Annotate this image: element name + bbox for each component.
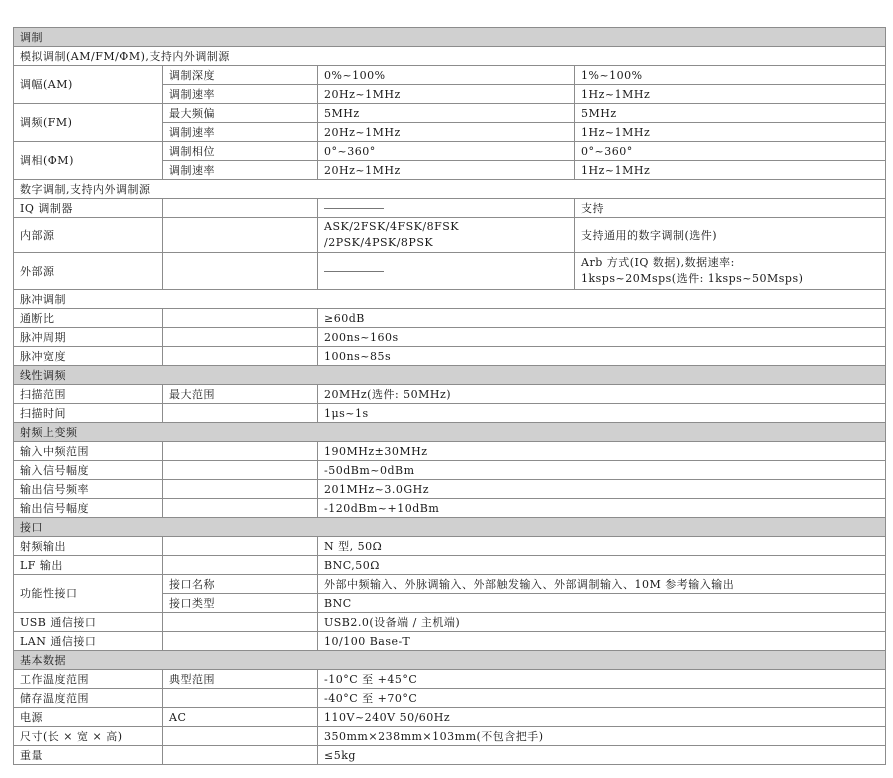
param-cell: 调制速率	[163, 161, 318, 180]
row-label: 尺寸(长 × 宽 × 高)	[14, 727, 163, 746]
subsection-digital	[14, 180, 886, 199]
empty-cell	[163, 499, 318, 518]
value-cell: 0°~360°	[575, 142, 886, 161]
table-row	[14, 66, 886, 85]
table-row	[14, 746, 886, 765]
table-row	[14, 499, 886, 518]
table-row	[14, 218, 886, 253]
param-cell: 典型范围	[163, 670, 318, 689]
value-cell: ≤5kg	[318, 746, 886, 765]
row-label: 脉冲周期	[14, 328, 163, 347]
empty-cell	[163, 442, 318, 461]
value-cell: 10/100 Base-T	[318, 632, 886, 651]
value-cell: 20Hz~1MHz	[318, 123, 575, 142]
value-line: 1ksps~20Msps(选件: 1ksps~50Msps)	[581, 272, 804, 285]
row-label: 输出信号幅度	[14, 499, 163, 518]
param-cell: 调制速率	[163, 123, 318, 142]
param-cell: 接口类型	[163, 594, 318, 613]
row-label: 扫描时间	[14, 404, 163, 423]
value-cell: 1Hz~1MHz	[575, 161, 886, 180]
spec-table	[13, 27, 886, 765]
empty-cell	[163, 537, 318, 556]
param-cell: 最大频偏	[163, 104, 318, 123]
row-label: 重量	[14, 746, 163, 765]
value-cell: 5MHz	[318, 104, 575, 123]
row-label: 电源	[14, 708, 163, 727]
empty-cell	[163, 218, 318, 253]
empty-cell	[163, 746, 318, 765]
section-header-interface	[14, 518, 886, 537]
section-header-upconversion	[14, 423, 886, 442]
value-cell: -50dBm~0dBm	[318, 461, 886, 480]
value-line: /2PSK/4PSK/8PSK	[324, 236, 434, 249]
param-cell: AC	[163, 708, 318, 727]
row-label: 功能性接口	[14, 575, 163, 613]
table-row	[14, 689, 886, 708]
value-cell: -120dBm~+10dBm	[318, 499, 886, 518]
row-label: 扫描范围	[14, 385, 163, 404]
section-title: 基本数据	[14, 651, 886, 670]
table-row	[14, 404, 886, 423]
value-cell: 5MHz	[575, 104, 886, 123]
value-line: Arb 方式(IQ 数据),数据速率:	[581, 256, 735, 269]
empty-cell	[163, 613, 318, 632]
empty-cell	[163, 480, 318, 499]
row-label: 调相(ΦM)	[14, 142, 163, 180]
subsection-title: 数字调制,支持内外调制源	[14, 180, 886, 199]
section-title: 接口	[14, 518, 886, 537]
value-cell: BNC,50Ω	[318, 556, 886, 575]
value-cell: 20MHz(选件: 50MHz)	[318, 385, 886, 404]
empty-cell	[163, 404, 318, 423]
value-cell	[318, 218, 575, 253]
value-cell: N 型, 50Ω	[318, 537, 886, 556]
section-title: 调制	[14, 28, 886, 47]
table-row	[14, 461, 886, 480]
table-row	[14, 727, 886, 746]
subsection-pulse	[14, 290, 886, 309]
value-cell: 100ns~85s	[318, 347, 886, 366]
table-row	[14, 104, 886, 123]
empty-cell	[163, 328, 318, 347]
value-cell: ≥60dB	[318, 309, 886, 328]
section-header-modulation	[14, 28, 886, 47]
param-cell: 接口名称	[163, 575, 318, 594]
value-cell: 支持	[575, 199, 886, 218]
table-row	[14, 632, 886, 651]
section-title: 射频上变频	[14, 423, 886, 442]
dash-line	[324, 271, 384, 272]
table-row	[14, 385, 886, 404]
row-label: 调频(FM)	[14, 104, 163, 142]
table-row	[14, 613, 886, 632]
table-row	[14, 253, 886, 290]
value-cell: 1Hz~1MHz	[575, 123, 886, 142]
table-row	[14, 708, 886, 727]
table-row	[14, 328, 886, 347]
empty-cell	[163, 727, 318, 746]
empty-cell	[163, 461, 318, 480]
value-cell: 350mm×238mm×103mm(不包含把手)	[318, 727, 886, 746]
param-cell: 调制速率	[163, 85, 318, 104]
row-label: LAN 通信接口	[14, 632, 163, 651]
value-cell: 1μs~1s	[318, 404, 886, 423]
empty-cell	[163, 556, 318, 575]
section-header-basic	[14, 651, 886, 670]
row-label: 射频输出	[14, 537, 163, 556]
value-cell: 20Hz~1MHz	[318, 85, 575, 104]
empty-cell	[163, 309, 318, 328]
row-label: 输入信号幅度	[14, 461, 163, 480]
table-row	[14, 199, 886, 218]
value-line: ASK/2FSK/4FSK/8FSK	[324, 220, 459, 233]
subsection-title: 脉冲调制	[14, 290, 886, 309]
section-title: 线性调频	[14, 366, 886, 385]
empty-cell	[163, 347, 318, 366]
value-cell: 1Hz~1MHz	[575, 85, 886, 104]
param-cell: 调制相位	[163, 142, 318, 161]
table-row	[14, 670, 886, 689]
row-label: 调幅(AM)	[14, 66, 163, 104]
row-label: USB 通信接口	[14, 613, 163, 632]
table-row	[14, 575, 886, 594]
row-label: 内部源	[14, 218, 163, 253]
row-label: 外部源	[14, 253, 163, 290]
row-label: IQ 调制器	[14, 199, 163, 218]
row-label: LF 输出	[14, 556, 163, 575]
section-header-sweep	[14, 366, 886, 385]
table-row	[14, 309, 886, 328]
param-cell: 调制深度	[163, 66, 318, 85]
row-label: 储存温度范围	[14, 689, 163, 708]
row-label: 通断比	[14, 309, 163, 328]
value-cell: 0%~100%	[318, 66, 575, 85]
subsection-title: 模拟调制(AM/FM/ΦM),支持内外调制源	[14, 47, 886, 66]
value-cell: 外部中频输入、外脉调输入、外部触发输入、外部调制输入、10M 参考输入输出	[318, 575, 886, 594]
row-label: 输出信号频率	[14, 480, 163, 499]
value-cell: 0°~360°	[318, 142, 575, 161]
empty-cell	[163, 253, 318, 290]
empty-cell	[163, 689, 318, 708]
row-label: 脉冲宽度	[14, 347, 163, 366]
param-cell: 最大范围	[163, 385, 318, 404]
table-row	[14, 480, 886, 499]
value-cell: 20Hz~1MHz	[318, 161, 575, 180]
value-cell: USB2.0(设备端 / 主机端)	[318, 613, 886, 632]
value-cell: BNC	[318, 594, 886, 613]
row-label: 工作温度范围	[14, 670, 163, 689]
value-cell: -40°C 至 +70°C	[318, 689, 886, 708]
row-label: 输入中频范围	[14, 442, 163, 461]
value-cell: 支持通用的数字调制(选件)	[575, 218, 886, 253]
table-row	[14, 142, 886, 161]
table-row	[14, 537, 886, 556]
value-cell: 201MHz~3.0GHz	[318, 480, 886, 499]
value-cell	[575, 253, 886, 290]
table-row	[14, 442, 886, 461]
value-cell: 1%~100%	[575, 66, 886, 85]
empty-cell	[163, 199, 318, 218]
dash-line	[324, 208, 384, 209]
table-row	[14, 556, 886, 575]
value-cell: -10°C 至 +45°C	[318, 670, 886, 689]
subsection-analog	[14, 47, 886, 66]
table-row	[14, 347, 886, 366]
value-cell: 110V~240V 50/60Hz	[318, 708, 886, 727]
dash-cell	[318, 199, 575, 218]
value-cell: 200ns~160s	[318, 328, 886, 347]
empty-cell	[163, 632, 318, 651]
dash-cell	[318, 253, 575, 290]
value-cell: 190MHz±30MHz	[318, 442, 886, 461]
